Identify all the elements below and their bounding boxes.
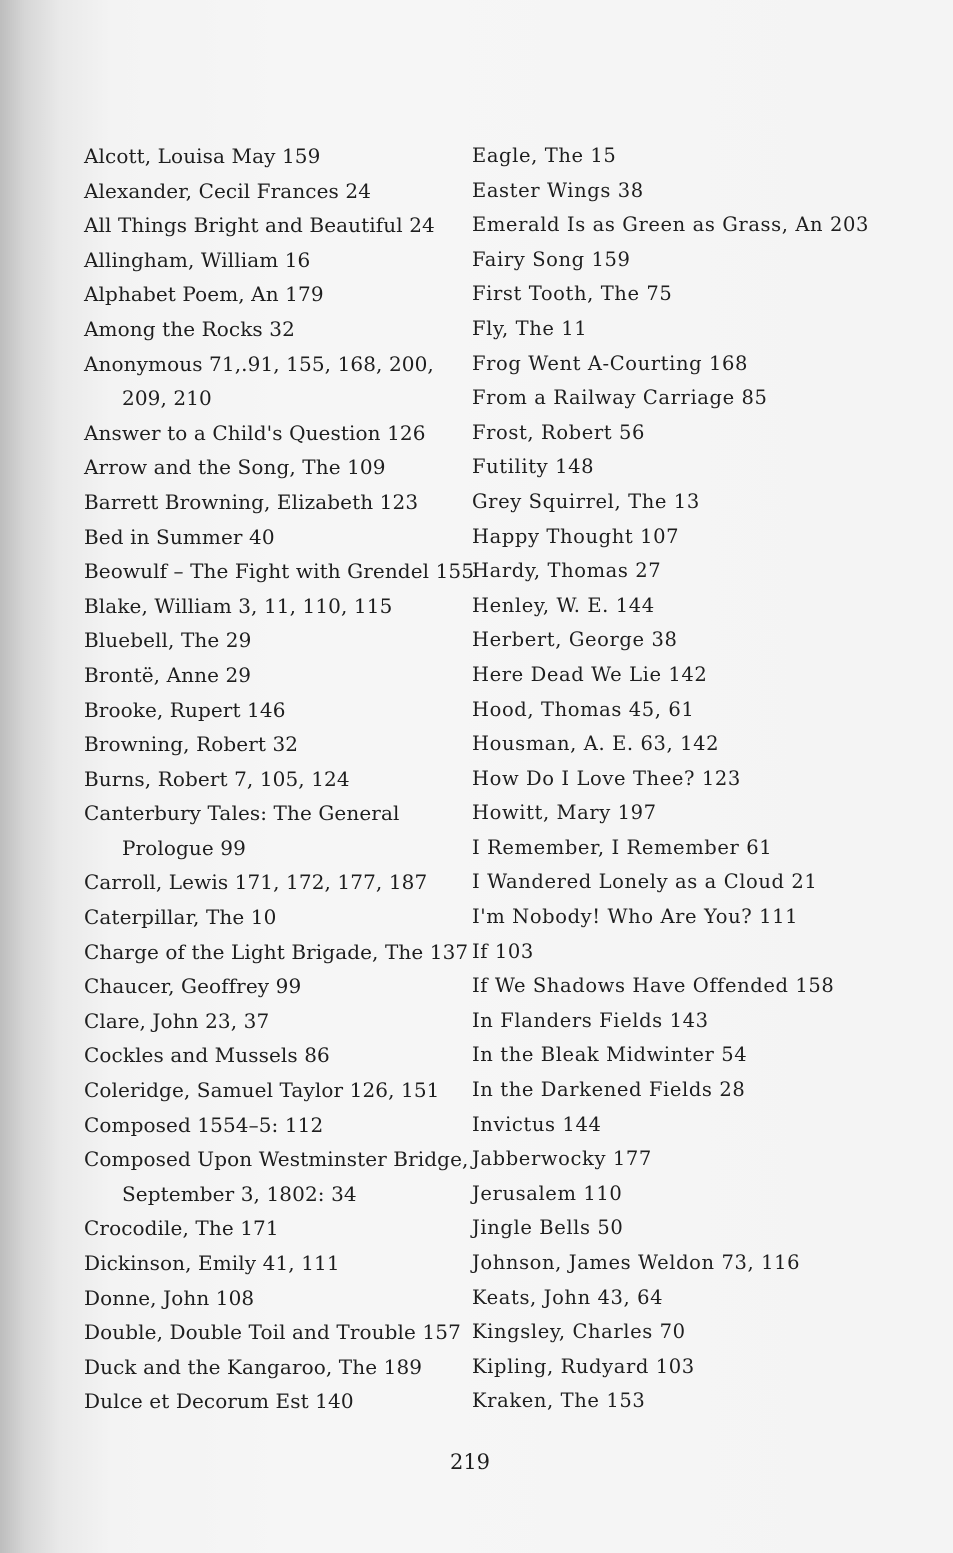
index-entry-text: Answer to a Child's Question 126 xyxy=(84,420,426,445)
index-entry-text: Johnson, James Weldon 73, 116 xyxy=(472,1251,801,1274)
index-entry-text: In the Darkened Fields 28 xyxy=(472,1078,746,1102)
index-entry xyxy=(84,900,464,935)
index-entry xyxy=(84,450,464,485)
index-entry xyxy=(472,208,892,243)
index-entry xyxy=(84,935,469,970)
index-entry-text: If 103 xyxy=(472,939,534,963)
index-entry-text: Bed in Summer 40 xyxy=(84,524,275,549)
index-entry xyxy=(84,727,464,762)
index-entry-text: Charge of the Light Brigade, The 137 xyxy=(84,939,469,964)
index-entry-text: Jerusalem 110 xyxy=(472,1181,623,1205)
index-entry xyxy=(472,347,892,382)
index-entry xyxy=(84,1315,464,1350)
index-entry xyxy=(472,935,892,970)
index-entry-text: Housman, A. E. 63, 142 xyxy=(472,732,720,756)
index-entry xyxy=(84,139,464,174)
index-entry xyxy=(84,347,464,416)
index-entry xyxy=(84,969,464,1004)
index-entry-text: Blake, William 3, 11, 110, 115 xyxy=(84,593,393,618)
index-entry-text: Brooke, Rupert 146 xyxy=(84,697,286,722)
index-entry-text: Here Dead We Lie 142 xyxy=(472,662,708,686)
index-entry xyxy=(472,1073,892,1108)
index-entry-text: Futility 148 xyxy=(472,455,595,479)
index-entry-text: Fairy Song 159 xyxy=(472,247,631,271)
index-entry-text: In the Bleak Midwinter 54 xyxy=(472,1043,748,1067)
index-entry-text: From a Railway Carriage 85 xyxy=(472,386,768,410)
index-entry-text: Barrett Browning, Elizabeth 123 xyxy=(84,489,419,514)
index-entry-text: Browning, Robert 32 xyxy=(84,732,299,757)
index-entry xyxy=(472,277,892,312)
index-entry xyxy=(84,1350,464,1385)
index-entry xyxy=(84,1384,464,1419)
index-entry xyxy=(472,969,892,1004)
index-entry-text: Alcott, Louisa May 159 xyxy=(84,144,321,168)
index-entry-text: Brontë, Anne 29 xyxy=(84,662,252,687)
index-entry xyxy=(472,1384,892,1419)
index-entry-text: First Tooth, The 75 xyxy=(472,282,673,306)
index-entry xyxy=(84,762,464,797)
index-entry xyxy=(472,693,892,728)
index-entry xyxy=(84,1004,464,1039)
index-entry-text: Grey Squirrel, The 13 xyxy=(472,489,700,513)
index-entry xyxy=(472,381,892,416)
index-entry xyxy=(472,139,892,174)
index-entry xyxy=(472,1315,892,1350)
index-entry-text: I Wandered Lonely as a Cloud 21 xyxy=(472,870,818,894)
index-column-right xyxy=(472,139,892,1419)
index-entry xyxy=(472,520,892,555)
index-entry xyxy=(84,693,464,728)
index-entry-text: Anonymous 71,.91, 155, 168, 200, xyxy=(84,351,434,376)
index-entry-text: Donne, John 108 xyxy=(84,1285,255,1310)
index-entry-text: Howitt, Mary 197 xyxy=(472,801,657,825)
index-entry xyxy=(472,243,892,278)
index-entry-text: Composed Upon Westminster Bridge, xyxy=(84,1147,469,1172)
index-entry-text: Easter Wings 38 xyxy=(472,178,644,202)
index-entry-text: Alphabet Poem, An 179 xyxy=(84,282,324,307)
index-entry-text: Coleridge, Samuel Taylor 126, 151 xyxy=(84,1078,440,1103)
index-entry xyxy=(472,658,892,693)
index-entry-text: Burns, Robert 7, 105, 124 xyxy=(84,766,350,791)
index-entry xyxy=(472,416,892,451)
index-entry-text: Emerald Is as Green as Grass, An 203 xyxy=(472,213,870,237)
index-entry xyxy=(84,485,464,520)
index-entry-text: Chaucer, Geoffrey 99 xyxy=(84,974,302,999)
index-entry xyxy=(84,1108,464,1143)
index-entry xyxy=(84,520,464,555)
index-entry xyxy=(472,554,892,589)
index-entry-text: Kingsley, Charles 70 xyxy=(472,1320,686,1344)
index-entry xyxy=(472,1004,892,1039)
index-entry xyxy=(472,900,892,935)
index-entry xyxy=(472,623,892,658)
index-entry xyxy=(84,865,464,900)
index-entry xyxy=(472,1142,892,1177)
index-entry-text: In Flanders Fields 143 xyxy=(472,1008,709,1032)
index-entry-text: Among the Rocks 32 xyxy=(84,316,295,341)
index-entry-text: Bluebell, The 29 xyxy=(84,628,252,653)
index-entry xyxy=(472,589,892,624)
index-entry-text: Double, Double Toil and Trouble 157 xyxy=(84,1320,461,1345)
index-entry-text: Herbert, George 38 xyxy=(472,628,678,652)
index-entry xyxy=(84,312,464,347)
page-number: 219 xyxy=(449,1450,491,1474)
index-entry xyxy=(84,658,464,693)
index-entry-text: Hood, Thomas 45, 61 xyxy=(472,697,695,721)
index-entry-text: Keats, John 43, 64 xyxy=(472,1285,664,1309)
index-entry-text: Kipling, Rudyard 103 xyxy=(472,1354,695,1378)
index-entry xyxy=(84,1038,464,1073)
index-entry-text: Caterpillar, The 10 xyxy=(84,905,277,930)
index-entry xyxy=(472,1177,892,1212)
index-entry xyxy=(84,554,475,589)
index-entry xyxy=(472,1108,892,1143)
index-entry xyxy=(84,277,464,312)
index-entry-text: Henley, W. E. 144 xyxy=(472,593,655,617)
index-entry-text: Cockles and Mussels 86 xyxy=(84,1043,330,1068)
index-entry-text: Hardy, Thomas 27 xyxy=(472,559,662,583)
index-entry-text: Duck and the Kangaroo, The 189 xyxy=(84,1354,423,1379)
index-entry xyxy=(472,796,892,831)
index-entry xyxy=(84,174,464,209)
index-entry-text: Dickinson, Emily 41, 111 xyxy=(84,1251,340,1275)
index-entry-text: Happy Thought 107 xyxy=(472,524,680,548)
index-entry xyxy=(472,762,892,797)
index-entry-text: Carroll, Lewis 171, 172, 177, 187 xyxy=(84,870,428,895)
index-entry-text: Eagle, The 15 xyxy=(472,144,617,167)
index-entry xyxy=(472,1246,892,1281)
index-entry-continuation: Prologue 99 xyxy=(122,835,246,860)
index-entry-text: Frost, Robert 56 xyxy=(472,420,646,444)
index-entry-text: Allingham, William 16 xyxy=(84,247,311,272)
index-entry-continuation: September 3, 1802: 34 xyxy=(122,1181,357,1206)
index-entry xyxy=(472,1350,892,1385)
index-entry-text: Clare, John 23, 37 xyxy=(84,1008,270,1033)
index-entry-text: Beowulf – The Fight with Grendel 155 xyxy=(84,559,475,584)
index-entry-text: Alexander, Cecil Frances 24 xyxy=(84,178,372,203)
index-entry-text: If We Shadows Have Offended 158 xyxy=(472,974,835,998)
index-entry-text: Composed 1554–5: 112 xyxy=(84,1112,324,1137)
index-entry xyxy=(472,865,892,900)
index-entry xyxy=(84,243,464,278)
index-entry xyxy=(84,796,464,865)
index-entry xyxy=(472,174,892,209)
index-entry-text: Invictus 144 xyxy=(472,1112,602,1136)
index-entry-text: Arrow and the Song, The 109 xyxy=(84,455,386,480)
index-entry-text: I'm Nobody! Who Are You? 111 xyxy=(472,905,799,929)
index-entry xyxy=(472,485,892,520)
index-entry-text: All Things Bright and Beautiful 24 xyxy=(84,213,435,238)
index-entry-text: Crocodile, The 171 xyxy=(84,1216,279,1241)
index-entry xyxy=(84,1246,464,1281)
index-entry xyxy=(84,1211,464,1246)
index-entry-text: Kraken, The 153 xyxy=(472,1389,646,1413)
index-entry xyxy=(472,1211,892,1246)
index-entry xyxy=(84,208,464,243)
index-entry-text: Jabberwocky 177 xyxy=(472,1147,652,1171)
index-entry-text: Frog Went A-Courting 168 xyxy=(472,351,749,375)
index-entry-text: Fly, The 11 xyxy=(472,316,588,340)
index-entry xyxy=(84,1281,464,1316)
index-entry xyxy=(472,727,892,762)
index-entry xyxy=(84,1142,469,1211)
index-entry xyxy=(84,1073,464,1108)
index-entry xyxy=(84,623,464,658)
index-entry xyxy=(472,1281,892,1316)
index-entry xyxy=(472,1038,892,1073)
index-column-left xyxy=(84,139,475,1419)
index-entry-text: Jingle Bells 50 xyxy=(472,1216,624,1240)
index-entry-continuation: 209, 210 xyxy=(122,386,212,411)
index-entry-text: Canterbury Tales: The General xyxy=(84,801,400,826)
index-entry-text: I Remember, I Remember 61 xyxy=(472,835,773,859)
index-entry-text: How Do I Love Thee? 123 xyxy=(472,766,741,790)
index-entry xyxy=(472,450,892,485)
index-entry xyxy=(84,416,464,451)
index-entry xyxy=(472,312,892,347)
index-entry xyxy=(472,831,892,866)
index-entry-text: Dulce et Decorum Est 140 xyxy=(84,1389,354,1414)
index-entry xyxy=(84,589,464,624)
